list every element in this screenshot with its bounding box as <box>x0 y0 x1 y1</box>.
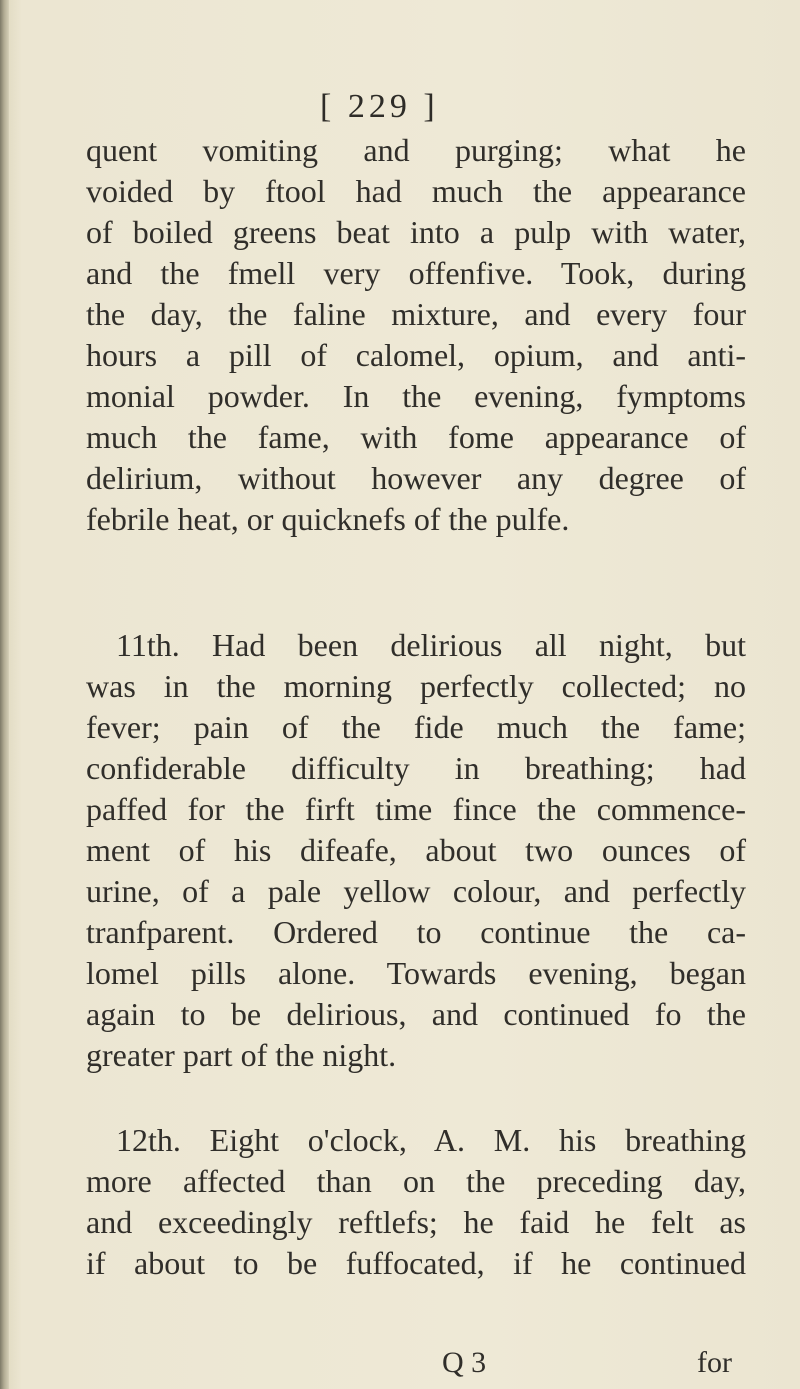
paragraph-3 <box>86 1120 746 1284</box>
text-line: greater part of the night. <box>86 1037 397 1073</box>
text-line: febrile heat, or quicknefs of the pulfe. <box>86 501 570 537</box>
text-line: paffed for the firft time fince the commence- <box>86 791 746 827</box>
text-line: if about to be fuffocated, if he continued <box>86 1245 746 1281</box>
text-line: 12th. Eight o'clock, A. M. his breathing <box>116 1122 746 1158</box>
text-line: more affected than on the preceding day, <box>86 1163 746 1199</box>
text-line: and exceedingly reftlefs; he faid he felt as <box>86 1204 746 1240</box>
text-line: of boiled greens beat into a pulp with water, <box>86 214 746 250</box>
binding-edge <box>0 0 9 1389</box>
text-line: voided by ftool had much the appearance <box>86 173 746 209</box>
text-line: tranfparent. Ordered to continue the ca- <box>86 914 746 950</box>
text-line: quent vomiting and purging; what he <box>86 132 746 168</box>
text-line: monial powder. In the evening, fymptoms <box>86 378 746 414</box>
text-line: lomel pills alone. Towards evening, began <box>86 955 746 991</box>
text-line: confiderable difficulty in breathing; had <box>86 750 746 786</box>
signature-mark: Q 3 <box>442 1346 487 1379</box>
text-line: hours a pill of calomel, opium, and anti- <box>86 337 746 373</box>
catchword: for <box>697 1346 732 1379</box>
page-number: [ 229 ] <box>320 88 439 125</box>
text-line: urine, of a pale yellow colour, and perfectly <box>86 873 746 909</box>
text-line: ment of his difeafe, about two ounces of <box>86 832 746 868</box>
text-line: fever; pain of the fide much the fame; <box>86 709 746 745</box>
text-line: delirium, without however any degree of <box>86 460 746 496</box>
text-line: much the fame, with fome appearance of <box>86 419 746 455</box>
text-line: 11th. Had been delirious all night, but <box>116 627 746 663</box>
text-line: the day, the faline mixture, and every four <box>86 296 746 332</box>
paragraph-1 <box>86 130 746 540</box>
text-line: was in the morning perfectly collected; no <box>86 668 746 704</box>
text-line: again to be delirious, and continued fo the <box>86 996 746 1032</box>
catchline <box>86 1346 746 1387</box>
text-line: and the fmell very offenfive. Took, during <box>86 255 746 291</box>
paragraph-2 <box>86 625 746 1076</box>
